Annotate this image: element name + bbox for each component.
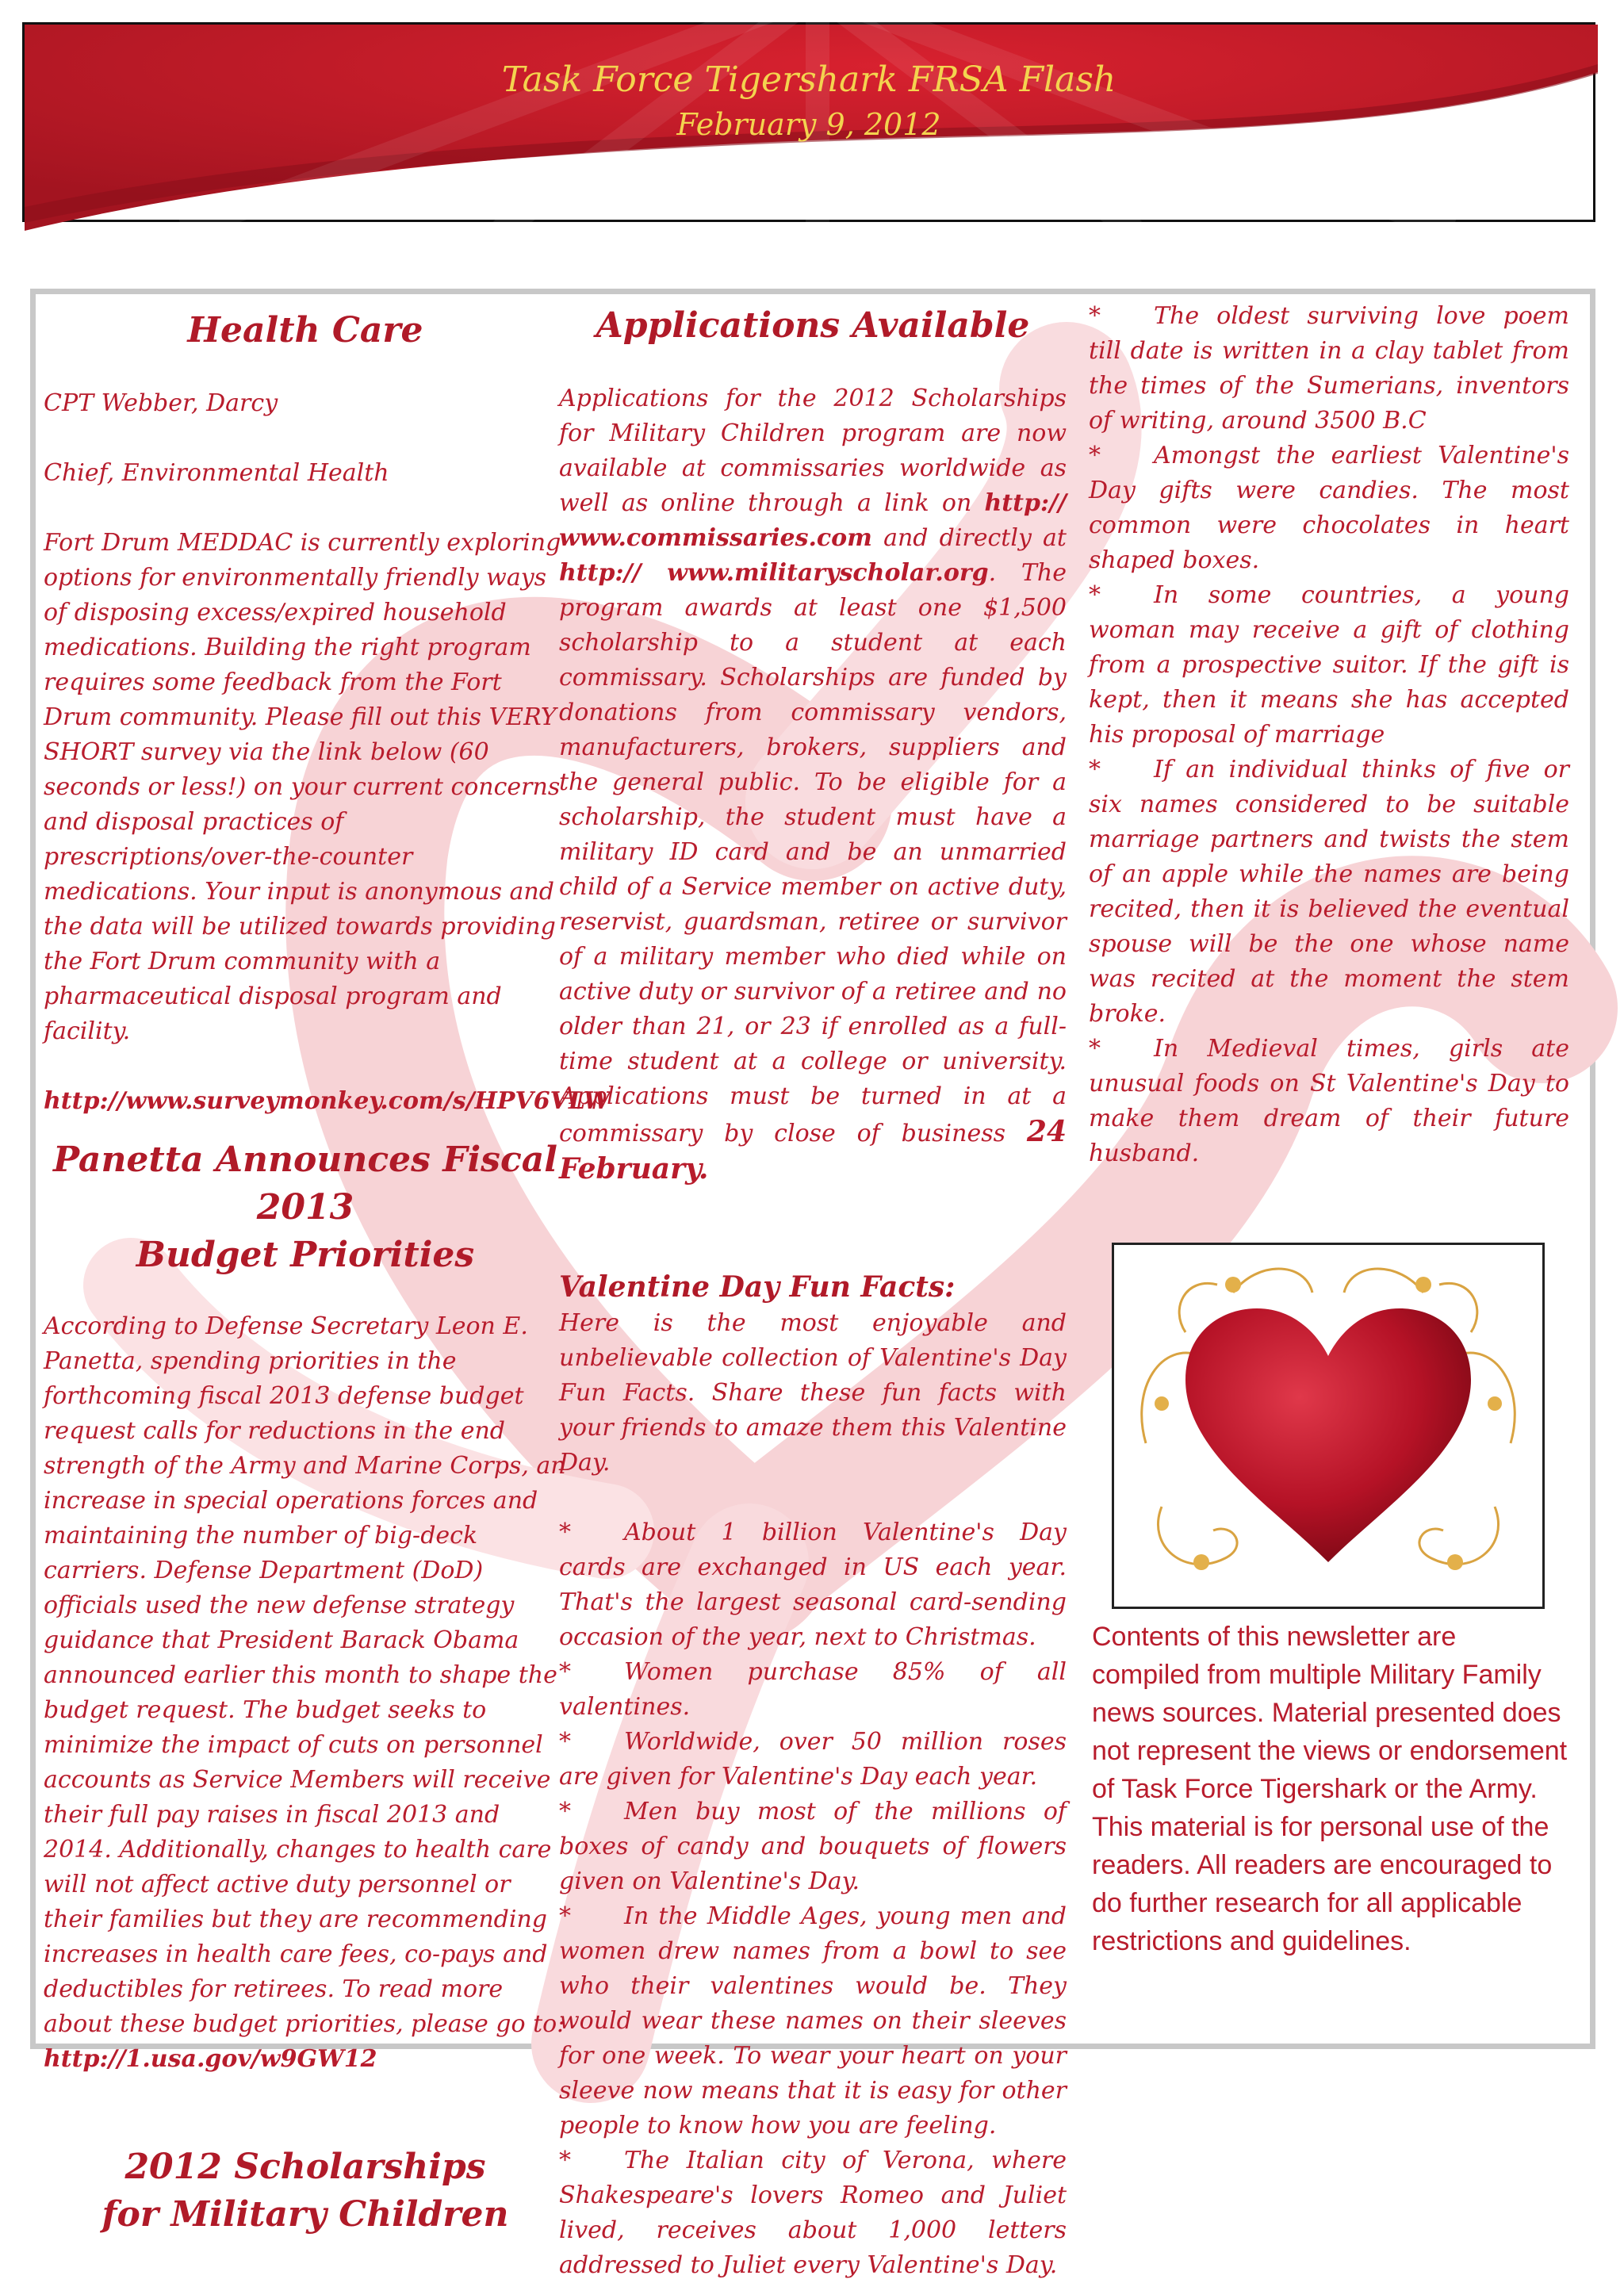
fact-item xyxy=(1089,1032,1569,1171)
fact-bullet: * xyxy=(559,1658,571,1686)
fact-bullet: * xyxy=(1089,442,1101,469)
applications-heading: Applications Available xyxy=(596,305,1030,346)
newsletter-banner xyxy=(22,22,1595,222)
heart-picture xyxy=(1112,1243,1545,1609)
budget-link[interactable]: http://1.usa.gov/w9GW12 xyxy=(44,2045,377,2073)
fact-bullet: * xyxy=(1089,302,1101,330)
fact-text: Men buy most of the millions of boxes of candy and bouquets of flowers given on Valentine's Day. xyxy=(559,1798,1067,1895)
fact-item xyxy=(1089,578,1569,753)
fact-bullet: * xyxy=(1089,581,1101,609)
middle-column xyxy=(559,302,1067,2283)
commissaries-link[interactable]: http:// www.commissaries.com xyxy=(559,489,1067,552)
scholarships-heading-line2: for Military Children xyxy=(102,2194,509,2235)
fact-text: The Italian city of Verona, where Shakespeare's lovers Romeo and Juliet lived, receives about 1,000 letters addressed to Juliet every Valentine's Day. xyxy=(559,2147,1067,2279)
left-column xyxy=(44,302,611,2239)
deadline: 24 February. xyxy=(559,1115,1067,1186)
fact-item xyxy=(559,1725,1067,1795)
fact-item xyxy=(559,1515,1067,1655)
fact-item xyxy=(559,2143,1067,2283)
health-care-author: CPT Webber, Darcy xyxy=(44,389,278,417)
fact-text: Worldwide, over 50 million roses are given for Valentine's Day each year. xyxy=(559,1728,1067,1791)
valentine-facts-list-continued xyxy=(1089,299,1569,1171)
fact-text: The oldest surviving love poem till date is written in a clay tablet from the times of the Sumerians, inventors of writing, around 3500 B.C xyxy=(1089,302,1569,435)
valentine-intro: Here is the most enjoyable and unbelievable collection of Valentine's Day Fun Facts. Share these fun facts with your friends to amaze them this Valentine Day. xyxy=(559,1309,1067,1477)
fact-bullet: * xyxy=(559,1519,571,1546)
survey-link[interactable]: http://www.surveymonkey.com/s/HPV6VLW xyxy=(44,1087,611,1115)
valentine-facts-list xyxy=(559,1515,1067,2283)
fact-bullet: * xyxy=(1089,756,1101,783)
applications-body: Applications for the 2012 Scholarships for Military Children program are now available at commissaries worldwide as well as online through a link on http:// www.commissaries.com and directly at http:// www.militaryscholar.org. The program awards at least one $1,500 scholarship to a student at each commissary. Scholarships are funded by donations from commissary vendors, manufacturers, brokers, suppliers and the general public. To be eligible for a scholarship, the student must have a military ID card and be an unmarried child of a Service member on active duty, reservist, guardsman, retiree or survivor of a military member who died while on active duty or survivor of a retiree and no older than 21, or 23 if enrolled as a full-time student at a college or university. Applications must be turned in at a commissary by close of business 24 February. xyxy=(559,385,1067,1186)
fact-item xyxy=(1089,299,1569,439)
fact-item xyxy=(559,1899,1067,2143)
newsletter-title: Task Force Tigershark FRSA Flash xyxy=(501,59,1116,100)
disclaimer-text: Contents of this newsletter are compiled from multiple Military Family news sources. Material presented does not represent the views or endorsement of Task Force Tigershark or the Army. This material is for personal use of the readers. All readers are encouraged to do further research for all applicable restrictions and guidelines. xyxy=(1092,1622,1568,1956)
fact-item xyxy=(559,1795,1067,1899)
heart-icon xyxy=(1114,1245,1542,1607)
fact-bullet: * xyxy=(559,1798,571,1825)
fact-item xyxy=(1089,439,1569,578)
fact-bullet: * xyxy=(559,2147,571,2174)
scholarships-heading-line1: 2012 Scholarships xyxy=(124,2147,486,2187)
fact-bullet: * xyxy=(559,1728,571,1756)
fact-text: In Medieval times, girls ate unusual foods on St Valentine's Day to make them dream of their future husband. xyxy=(1089,1035,1569,1167)
fact-bullet: * xyxy=(1089,1035,1101,1063)
panetta-heading-line1: Panetta Announces Fiscal 2013 xyxy=(53,1140,557,1228)
right-column xyxy=(1089,299,1569,1171)
health-care-body: Fort Drum MEDDAC is currently exploring options for environmentally friendly ways of disposing excess/expired household medications. Building the right program requires some feedback from the Fort Drum community. Please fill out this VERY SHORT survey via the link below (60 seconds or less!) on your current concerns and disposal practices of prescriptions/over-the-counter medications. Your input is anonymous and the data will be utilized towards providing the Fort Drum community with a pharmaceutical disposal program and facility. xyxy=(44,529,561,1045)
panetta-heading-line2: Budget Priorities xyxy=(136,1235,475,1275)
militaryscholar-link[interactable]: http:// www.militaryscholar.org xyxy=(559,559,989,587)
fact-text: In some countries, a young woman may receive a gift of clothing from a prospective suitor. If the gift is kept, then it means she has accepted his proposal of marriage xyxy=(1089,581,1569,749)
fact-text: Amongst the earliest Valentine's Day gifts were candies. The most common were chocolates in heart shaped boxes. xyxy=(1089,442,1569,574)
newsletter-date: February 9, 2012 xyxy=(676,107,941,142)
fact-text: In the Middle Ages, young men and women drew names from a bowl to see who their valentines would be. They would wear these names on their sleeves for one week. To wear your heart on your sleeve now means that it is easy for other people to know how you are feeling. xyxy=(559,1902,1067,2139)
fact-text: Women purchase 85% of all valentines. xyxy=(559,1658,1067,1721)
health-care-heading: Health Care xyxy=(187,310,423,350)
fact-text: About 1 billion Valentine's Day cards are exchanged in US each year. That's the largest seasonal card-sending occasion of the year, next to Christmas. xyxy=(559,1519,1067,1651)
health-care-role: Chief, Environmental Health xyxy=(44,459,389,487)
panetta-body: According to Defense Secretary Leon E. Panetta, spending priorities in the forthcoming fiscal 2013 defense budget request calls for reductions in the end strength of the Army and Marine Corps, an increase in special operations forces and maintaining the number of big-deck carriers. Defense Department (DoD) officials used the new defense strategy guidance that President Barack Obama announced earlier this month to shape the budget request. The budget seeks to minimize the impact of cuts on personnel accounts as Service Members will receive their full pay raises in fiscal 2013 and 2014. Additionally, changes to health care will not affect active duty personnel or their families but they are recommending increases in health care fees, co-pays and deductibles for retirees. To read more about these budget priorities, please go to: http://1.usa.gov/w9GW12 xyxy=(44,1312,566,2073)
disclaimer xyxy=(1092,1618,1568,1960)
fact-item xyxy=(559,1655,1067,1725)
fact-text: If an individual thinks of five or six names considered to be suitable marriage partners and twists the stem of an apple while the names are being recited, then it is believed the eventual spouse will be the one whose name was recited at the moment the stem broke. xyxy=(1089,756,1569,1028)
fact-item xyxy=(1089,753,1569,1032)
fact-bullet: * xyxy=(559,1902,571,1930)
valentine-heading: Valentine Day Fun Facts: xyxy=(559,1270,956,1304)
